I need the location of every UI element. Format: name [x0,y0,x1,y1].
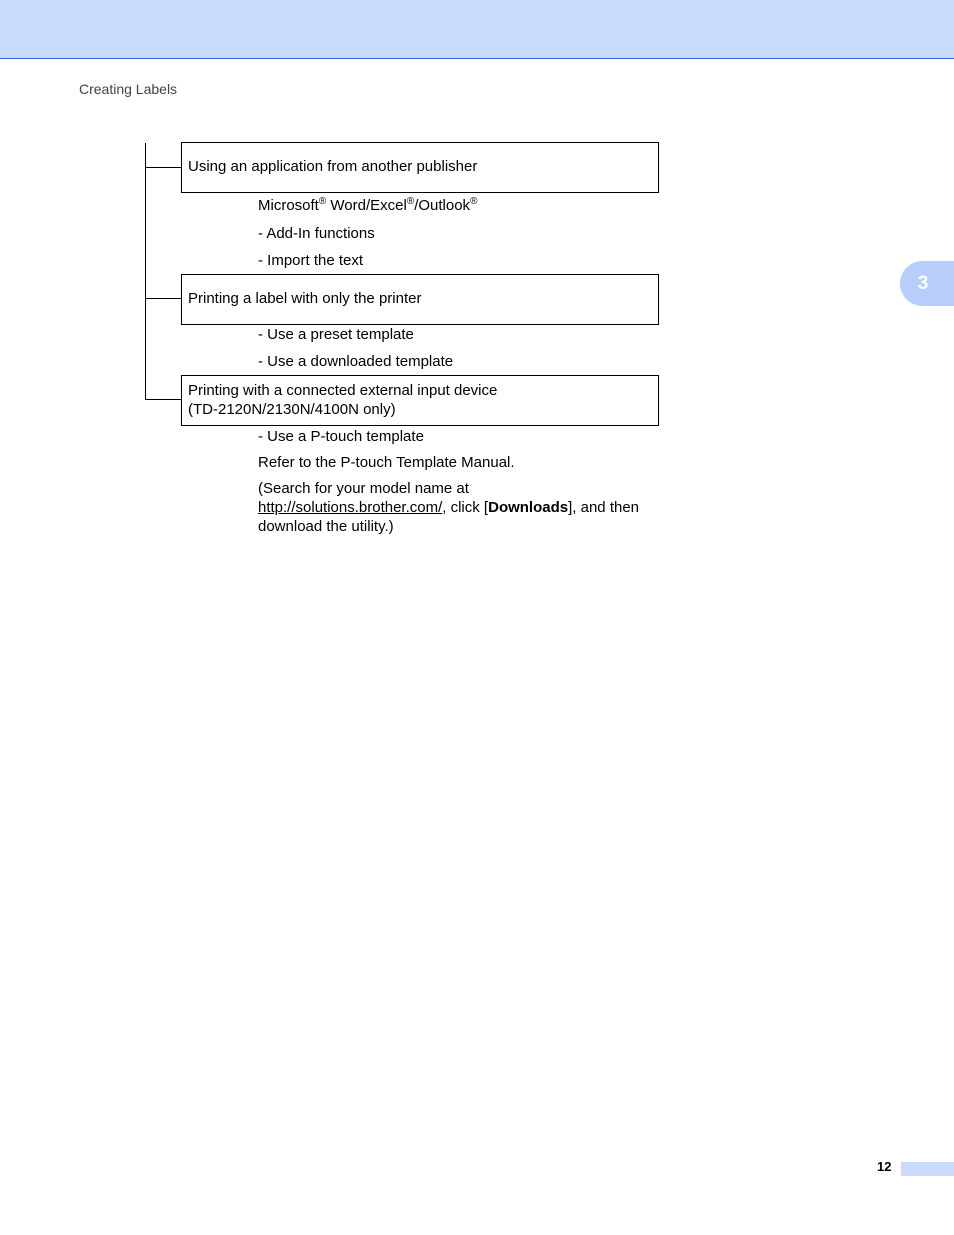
refer-text: Refer to the P-touch Template Manual. [258,454,515,471]
reg-mark: ® [470,196,478,207]
search-line-3: download the utility.) [258,518,394,535]
box-app-publisher [181,142,659,193]
box-printer-title: Printing a label with only the printer [188,290,422,307]
downloads-label: Downloads [488,499,569,516]
outlook-label: /Outlook [414,197,471,214]
reg-mark: ® [318,196,327,207]
search-line-1: (Search for your model name at [258,480,469,497]
then-text: ], and then [568,499,640,516]
header-band [0,0,954,59]
ms-office-line [258,196,477,215]
item-import: - Import the text [258,252,364,269]
box-external-device [181,375,659,426]
tree-connector-external [145,399,181,400]
tree-connector-app [145,167,181,168]
box-external-title-2: (TD-2120N/2130N/4100N only) [188,401,396,418]
click-text: , click [ [442,499,489,516]
tree-connector-vertical [145,143,146,400]
reg-mark: ® [406,196,415,207]
solutions-link[interactable]: http://solutions.brother.com/ [258,499,443,516]
chapter-tab: 3 [900,261,954,306]
word-excel-label: Word/Excel [326,197,407,214]
ms-label: Microsoft [258,197,319,214]
box-printer-only [181,274,659,325]
running-title: Creating Labels [79,81,178,97]
item-addin: - Add-In functions [258,225,375,242]
search-line-2 [258,498,639,517]
item-ptouch: - Use a P-touch template [258,428,424,445]
page-number: 12 [877,1159,892,1174]
item-preset: - Use a preset template [258,326,414,343]
footer-bar [901,1162,954,1176]
item-downloaded: - Use a downloaded template [258,353,454,370]
tree-connector-printer [145,298,181,299]
box-external-title-1: Printing with a connected external input device [188,382,498,399]
search-paragraph [258,479,639,536]
box-app-title: Using an application from another publisher [188,158,478,175]
